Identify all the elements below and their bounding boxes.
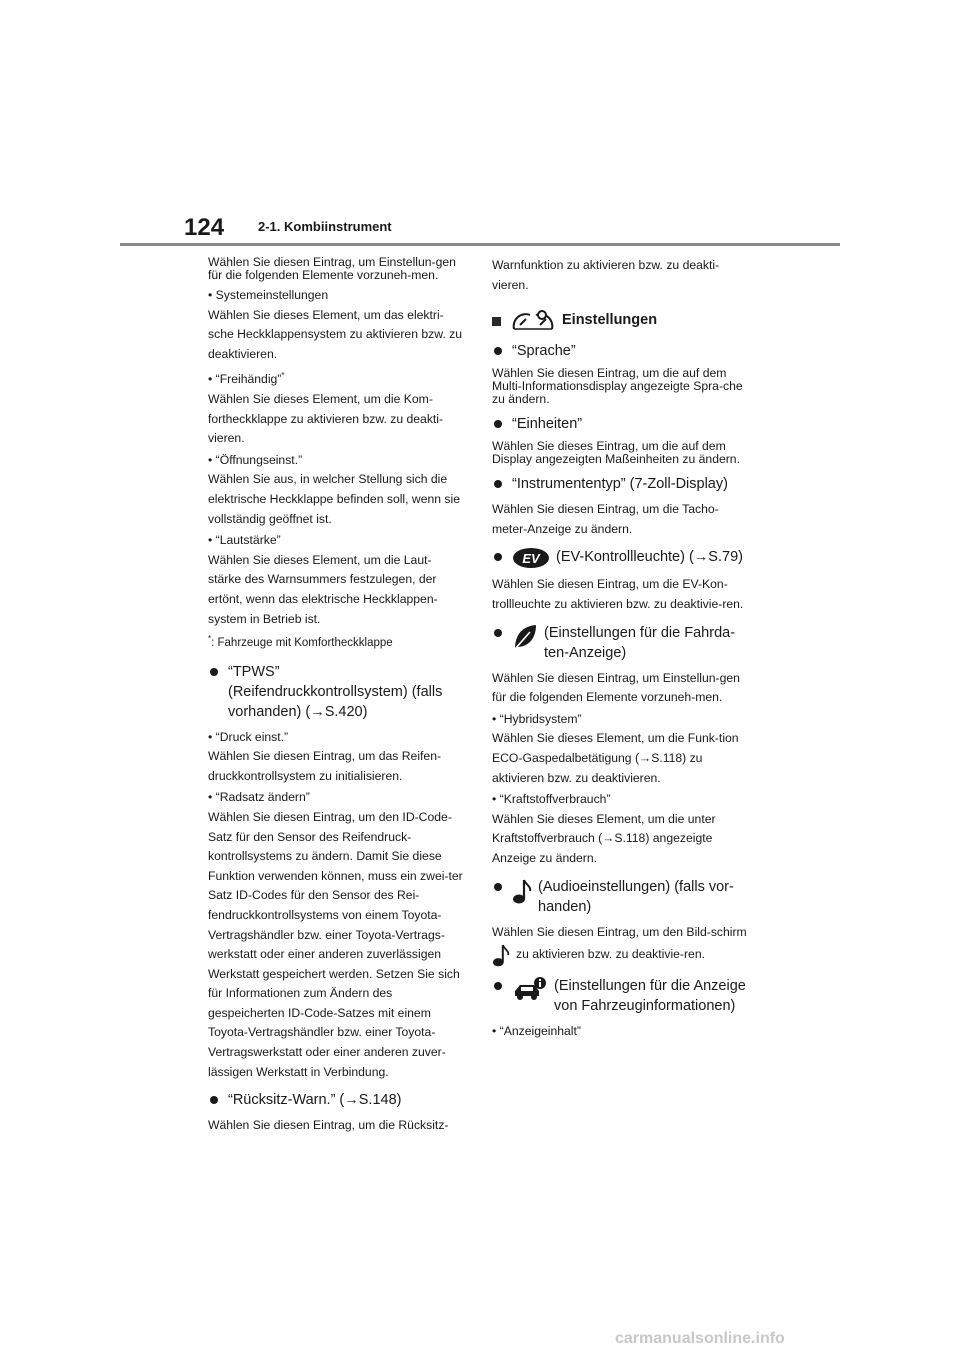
music-note-icon <box>512 877 532 905</box>
bullet-dot <box>494 629 502 637</box>
bullet-dot <box>210 668 218 676</box>
body-text: Wählen Sie diesen Eintrag, um die EV-Kon-trollleuchte zu aktivieren bzw. zu deaktivie-ren. <box>492 577 744 611</box>
bullet-dot <box>494 883 502 891</box>
list-item-title <box>208 366 463 390</box>
body-text: Wählen Sie diesen Eintrag, um die Tacho-meter-Anzeige zu ändern. <box>492 502 719 536</box>
footnote-mark: * <box>281 371 285 381</box>
list-item-title: • “Öffnungseinst.” <box>208 452 303 467</box>
heading-vehicle-info <box>492 976 747 1016</box>
bullet-dot <box>494 480 502 488</box>
heading-instrumententyp <box>492 474 747 494</box>
footnote-text: : Fahrzeuge mit Komfortheckklappe <box>211 636 393 649</box>
bullet-dot <box>210 1096 218 1104</box>
bullet-dot <box>494 420 502 428</box>
intro-text: Wählen Sie diesen Eintrag, um Einstellun-gen für die folgenden Elemente vorzuneh-men. <box>208 255 456 282</box>
list-item-title: • “Lautstärke” <box>208 533 281 548</box>
list-item-text: Wählen Sie dieses Element, um das elektri-sche Heckklappensystem zu aktivieren bzw. zu deaktivieren. <box>208 307 463 361</box>
watermark: carmanualsonline.info <box>615 1330 785 1347</box>
body-text: Wählen Sie diesen Eintrag, um den Bild-schirm <box>492 924 747 939</box>
heading-label: (Einstellungen für die Anzeige von Fahrzeuginformationen) <box>554 978 746 1015</box>
list-item-title: • “Kraftstoffverbrauch” <box>492 792 611 807</box>
heading-fahrdaten <box>492 623 747 663</box>
heading-tpws <box>208 662 463 722</box>
right-column <box>492 256 747 1042</box>
heading-ev <box>492 547 747 569</box>
list-item-title: • “Druck einst.” <box>208 729 289 744</box>
bullet-dot <box>494 347 502 355</box>
heading-sprache <box>492 341 747 361</box>
vehicle-info-icon <box>512 976 548 1002</box>
gauge-settings-icon <box>510 309 556 333</box>
heading-label: (EV-Kontrollleuchte) (→S.79) <box>556 549 743 566</box>
bullet-dot <box>494 553 502 561</box>
heading-einheiten <box>492 414 747 434</box>
list-item-text: Wählen Sie diesen Eintrag, um das Reifen-druckkontrollsystem zu initialisieren. <box>208 749 442 783</box>
leaf-icon <box>512 623 538 651</box>
footnote-mark: * <box>208 634 212 644</box>
list-item-text: Wählen Sie aus, in welcher Stellung sich die elektrische Heckklappe befinden soll, wenn sie vollständig geöffnet ist. <box>208 472 461 526</box>
music-note-icon <box>492 942 510 968</box>
heading-einstellungen <box>492 309 747 333</box>
list-item-text: Wählen Sie dieses Element, um die Kom-fortheckklappe zu aktivieren bzw. zu deakti-vieren. <box>208 392 444 446</box>
left-column <box>208 256 463 1136</box>
header-rule <box>120 243 840 246</box>
list-item-title: • Systemeinstellungen <box>208 288 329 302</box>
body-text: zu aktivieren bzw. zu deaktivie-ren. <box>516 947 705 962</box>
heading-label: “Instrumententyp” (7-Zoll-Display) <box>512 476 728 493</box>
body-text: Wählen Sie diesen Eintrag, um Einstellun-gen für die folgenden Elemente vorzuneh-men. <box>492 670 740 705</box>
heading-label: (Audioeinstellungen) (falls vor-handen) <box>538 878 734 915</box>
square-bullet <box>492 317 501 326</box>
footnote <box>208 629 463 653</box>
heading-label: “TPWS” (Reifendruckkontrollsystem) (falls vorhanden) (→S.420) <box>228 663 443 720</box>
bullet-dot <box>494 982 502 990</box>
ev-icon-label: EV <box>522 551 540 567</box>
list-item-title: • “Radsatz ändern” <box>208 790 310 805</box>
list-item-title: • “Hybridsystem” <box>492 711 582 726</box>
body-text: Warnfunktion zu aktivieren bzw. zu deakti-vieren. <box>492 258 720 292</box>
heading-ruecksitz <box>208 1090 463 1110</box>
heading-label: “Rücksitz-Warn.” (→S.148) <box>228 1092 402 1109</box>
body-text: Wählen Sie diesen Eintrag, um die Rücksitz- <box>208 1118 449 1133</box>
heading-audio <box>492 877 747 917</box>
list-item-label: • “Freihändig” <box>208 372 282 387</box>
list-item-text: Wählen Sie dieses Element, um die Funk-tion ECO-Gaspedalbetätigung (→S.118) zu aktivieren bzw. zu deaktivieren. <box>492 731 739 785</box>
body-text-inline-icon <box>492 942 747 968</box>
list-item-text: Wählen Sie diesen Eintrag, um den ID-Code-Satz für den Sensor des Reifendruck-kontrollsystems zu ändern. Damit Sie diese Funktion verwenden können, muss ein zwei-ter Satz ID-Codes für den Sensor des Rei-fendruckkontrollsystems von einem Toyota-Vertragshändler bzw. einer Toyota-Vertrags-werkstatt oder einer anderen zuverlässigen Werkstatt gespeichert werden. Setzen Sie sich für Informationen zum Ändern des gespeicherten ID-Code-Satzes mit einem Toyota-Vertragshändler bzw. einer Toyota-Vertragswerkstatt oder einer anderen zuver-lässigen Werkstatt in Verbindung. <box>208 809 463 1079</box>
page-number: 124 <box>184 214 225 241</box>
ev-indicator-icon <box>512 547 550 569</box>
list-item-title: • “Anzeigeinhalt” <box>492 1024 581 1039</box>
list-item-text: Wählen Sie dieses Element, um die Laut-stärke des Warnsummers festzulegen, der ertönt, wenn das elektrische Heckklappen-system in Betrieb ist. <box>208 552 438 626</box>
body-text: Wählen Sie dieses Eintrag, um die auf dem Display angezeigten Maßeinheiten zu ändern. <box>492 439 740 467</box>
heading-label: “Sprache” <box>512 343 576 360</box>
heading-label: (Einstellungen für die Fahrda-ten-Anzeige) <box>544 624 736 661</box>
section-title: 2-1. Kombiinstrument <box>258 219 392 234</box>
heading-label: “Einheiten” <box>512 416 583 433</box>
body-text: Wählen Sie diesen Eintrag, um die auf dem Multi-Informationsdisplay angezeigte Spra-che zu ändern. <box>492 366 743 407</box>
list-item-text: Wählen Sie dieses Element, um die unter Kraftstoffverbrauch (→S.118) angezeigte Anzeige zu ändern. <box>492 811 716 865</box>
heading-label: Einstellungen <box>562 312 658 329</box>
